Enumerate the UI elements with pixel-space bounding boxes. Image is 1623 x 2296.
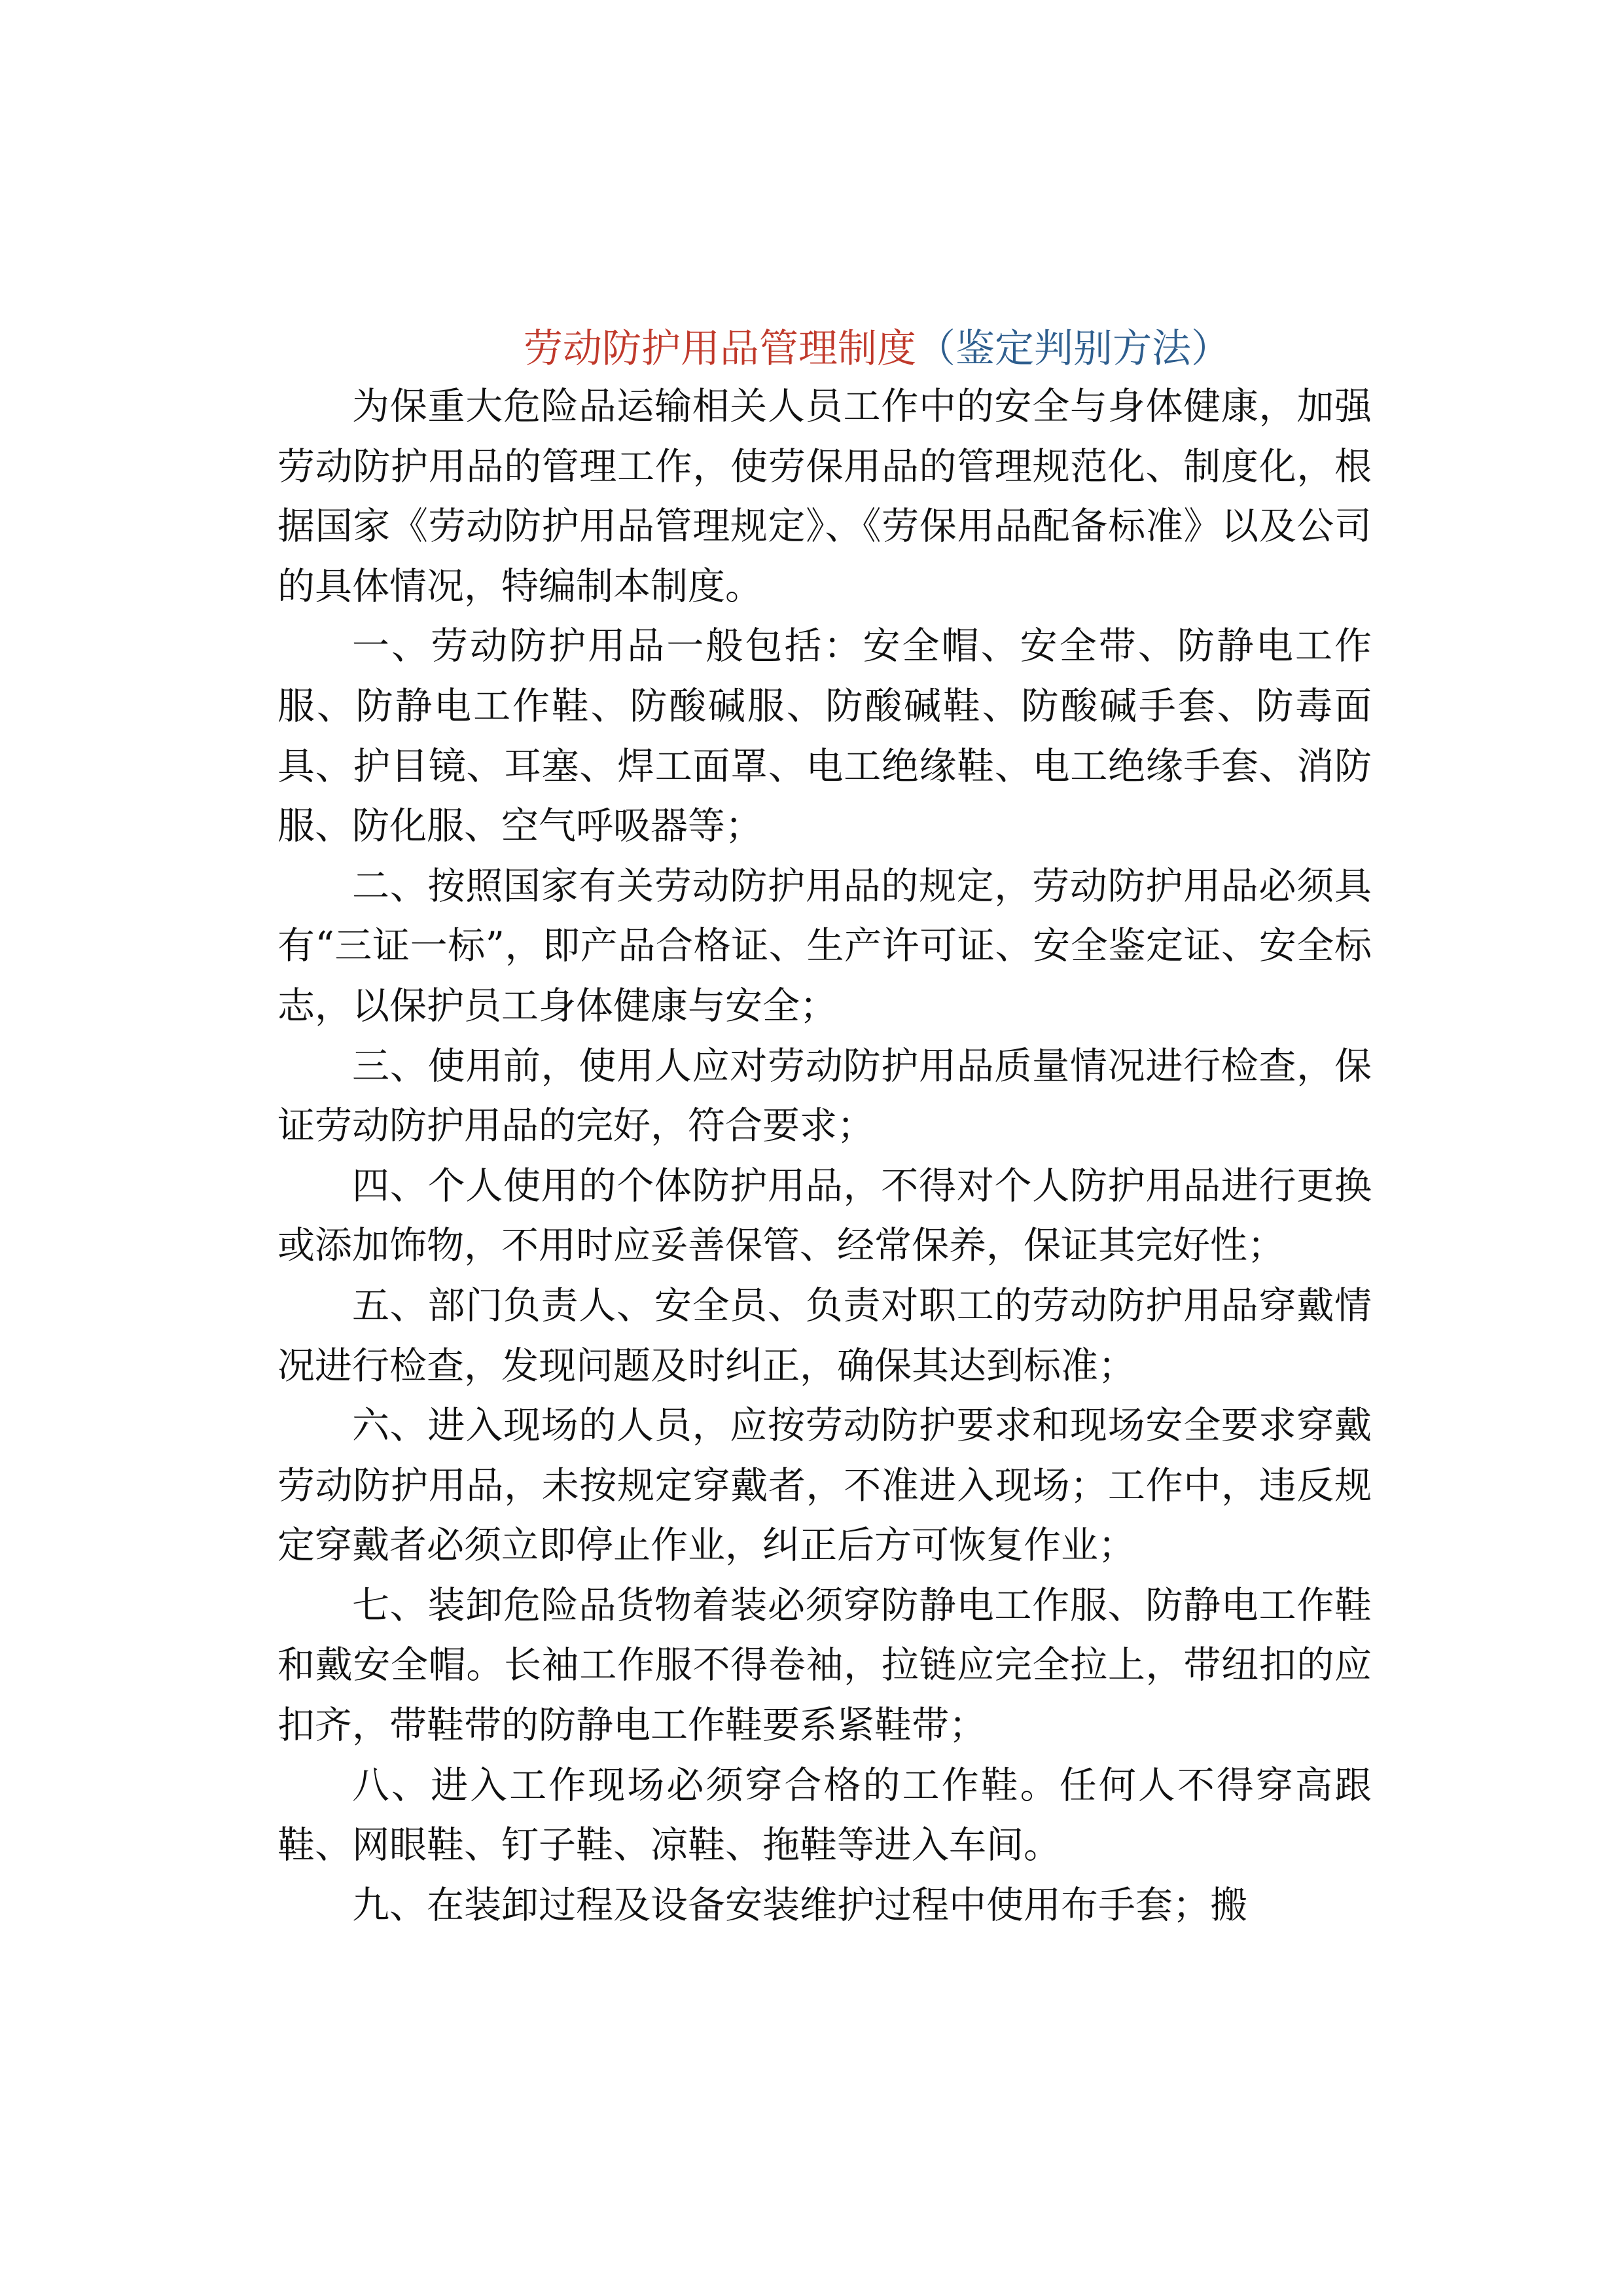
paragraph-item-6: 六、进入现场的人员，应按劳动防护要求和现场安全要求穿戴劳动防护用品，未按规定穿戴者，不准进入现场；工作中，违反规定穿戴者必须立即停止作业，纠正后方可恢复作业； [277,1404,1372,1568]
paragraph-item-3: 三、使用前，使用人应对劳动防护用品质量情况进行检查，保证劳动防护用品的完好，符合要求； [277,1044,1372,1148]
document-body [277,377,1372,1935]
paragraph-intro: 为保重大危险品运输相关人员工作中的安全与身体健康，加强劳动防护用品的管理工作，使劳保用品的管理规范化、制度化，根据国家《劳动防护用品管理规定》、《劳保用品配备标准》以及公司的具体情况，特编制本制度。 [277,385,1372,608]
paragraph-item-5: 五、部门负责人、安全员、负责对职工的劳动防护用品穿戴情况进行检查，发现问题及时纠正，确保其达到标准； [277,1283,1372,1388]
title-main: 劳动防护用品管理制度 [524,326,916,372]
title-subtitle: （鉴定判别方法） [916,326,1230,372]
paragraph-item-8: 八、进入工作现场必须穿合格的工作鞋。任何人不得穿高跟鞋、网眼鞋、钉子鞋、凉鞋、拖鞋等进入车间。 [277,1763,1372,1867]
paragraph-item-9: 九、在装卸过程及设备安装维护过程中使用布手套；搬 [352,1883,1247,1927]
paragraph-item-2: 二、按照国家有关劳动防护用品的规定，劳动防护用品必须具有“三证一标”，即产品合格证、生产许可证、安全鉴定证、安全标志，以保护员工身体健康与安全； [277,864,1372,1028]
paragraph-item-4: 四、个人使用的个体防护用品，不得对个人防护用品进行更换或添加饰物，不用时应妥善保管、经常保养，保证其完好性； [277,1164,1372,1268]
document-title [524,319,1440,378]
paragraph-item-7: 七、装卸危险品货物着装必须穿防静电工作服、防静电工作鞋和戴安全帽。长袖工作服不得卷袖，拉链应完全拉上，带纽扣的应扣齐，带鞋带的防静电工作鞋要系紧鞋带； [277,1583,1372,1748]
paragraph-item-1: 一、劳动防护用品一般包括：安全帽、安全带、防静电工作服、防静电工作鞋、防酸碱服、防酸碱鞋、防酸碱手套、防毒面具、护目镜、耳塞、焊工面罩、电工绝缘鞋、电工绝缘手套、消防服、防化服、空气呼吸器等； [277,624,1372,848]
